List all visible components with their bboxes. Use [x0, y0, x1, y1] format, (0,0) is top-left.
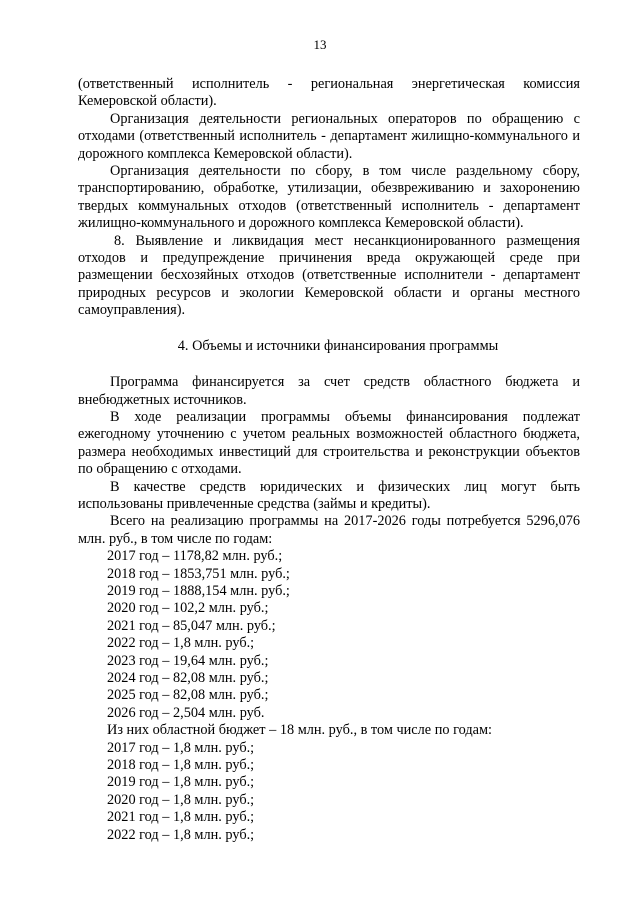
document-body [78, 76, 580, 844]
paragraph: В качестве средств юридических и физических лиц могут быть использованы привлеченные средства (займы и кредиты). [78, 478, 580, 512]
section-heading: 4. Объемы и источники финансирования программы [177, 337, 499, 354]
list-item: 2020 год – 1,8 млн. руб.; [107, 791, 255, 808]
list-item: 2018 год – 1853,751 млн. руб.; [107, 565, 290, 582]
total-by-year-list [78, 548, 580, 722]
paragraph: 8. Выявление и ликвидация мест несанкционированного размещения отходов и предупреждение причинения вреда окружающей среде при размещении бесхозяйных отходов (ответственные исполнители - департамент природных ресурсов и экологии Кемеровской области и органы местного самоуправления). [78, 232, 580, 319]
paragraph: (ответственный исполнитель - региональная энергетическая комиссия Кемеровской области). [78, 76, 580, 110]
list-item: 2023 год – 19,64 млн. руб.; [107, 652, 269, 669]
regional-budget-intro: Из них областной бюджет – 18 млн. руб., в том числе по годам: [107, 722, 492, 739]
list-item: 2021 год – 85,047 млн. руб.; [107, 617, 276, 634]
list-item: 2019 год – 1,8 млн. руб.; [107, 774, 255, 791]
list-item: 2021 год – 1,8 млн. руб.; [107, 809, 255, 826]
list-item: 2017 год – 1,8 млн. руб.; [107, 739, 255, 756]
paragraph: Программа финансируется за счет средств областного бюджета и внебюджетных источников. [78, 374, 580, 408]
list-item: 2026 год – 2,504 млн. руб. [107, 704, 265, 721]
paragraph: Организация деятельности региональных операторов по обращению с отходами (ответственный исполнитель - департамент жилищно-коммунального и дорожного комплекса Кемеровской области). [78, 110, 580, 162]
list-item: 2024 год – 82,08 млн. руб.; [107, 670, 269, 686]
paragraph: Всего на реализацию программы на 2017-2026 годы потребуется 5296,076 млн. руб., в том числе по годам: [78, 513, 580, 547]
list-item: 2022 год – 1,8 млн. руб.; [107, 826, 255, 843]
paragraph: Организация деятельности по сбору, в том числе раздельному сбору, транспортированию, обработке, утилизации, обезвреживанию и захоронению твердых коммунальных отходов (ответственный исполнитель - департамент жилищно-коммунального и дорожного комплекса Кемеровской области). [78, 163, 580, 232]
list-item: 2022 год – 1,8 млн. руб.; [107, 635, 255, 652]
list-item: 2018 год – 1,8 млн. руб.; [107, 757, 255, 774]
regional-by-year-list [78, 740, 580, 844]
page-number: 13 [313, 37, 327, 52]
list-item: 2017 год – 1178,82 млн. руб.; [107, 548, 283, 565]
list-item: 2020 год – 102,2 млн. руб.; [107, 600, 269, 617]
list-item: 2025 год – 82,08 млн. руб.; [107, 687, 269, 704]
list-item: 2019 год – 1888,154 млн. руб.; [107, 582, 290, 599]
paragraph: В ходе реализации программы объемы финансирования подлежат ежегодному уточнению с учетом реальных возможностей областного бюджета, размера необходимых инвестиций для строительства и реконструкции объектов по обращению с отходами. [78, 408, 580, 478]
